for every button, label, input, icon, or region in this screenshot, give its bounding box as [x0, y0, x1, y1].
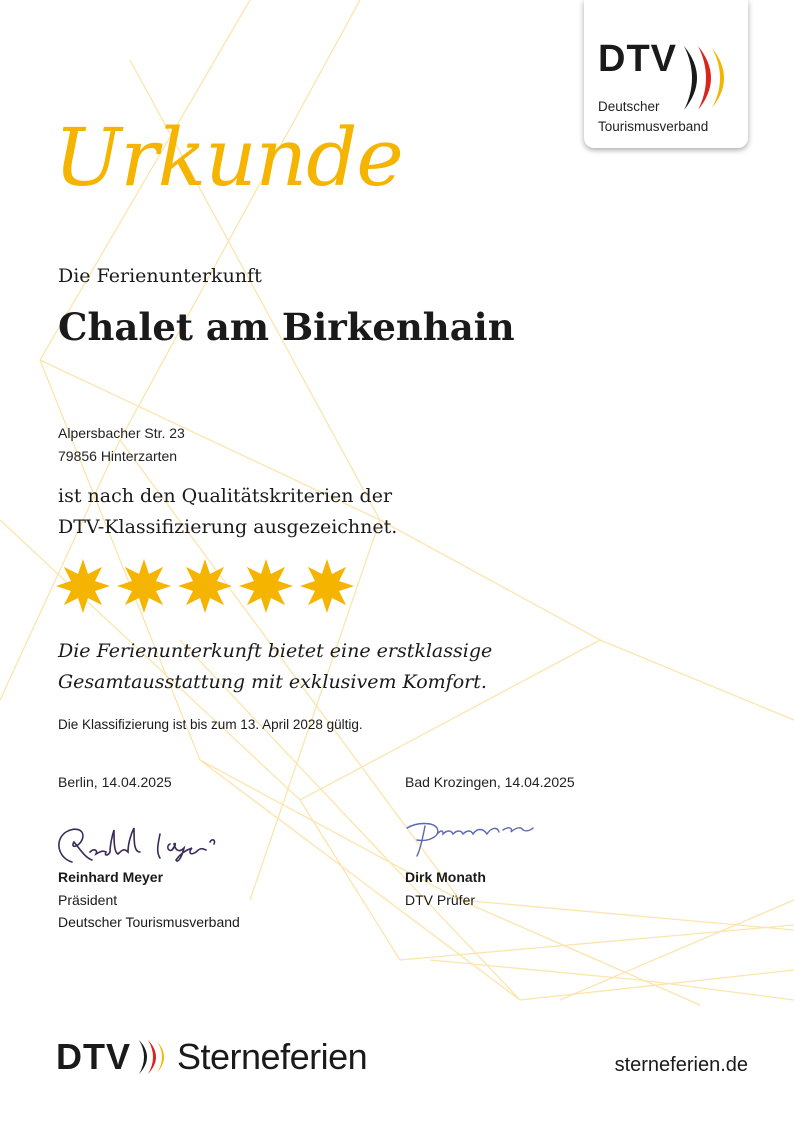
sterneferien-logo: [56, 1036, 367, 1078]
address: [58, 422, 185, 467]
place-date: Bad Krozingen, 14.04.2025: [405, 774, 575, 790]
certificate-title: Urkunde: [54, 111, 403, 204]
description-line-2: Gesamtausstattung mit exklusivem Komfort.: [58, 671, 487, 693]
star-icon: [300, 559, 354, 613]
quality-line-1: ist nach den Qualitätskriterien der: [58, 485, 393, 507]
signature-reinhard-meyer-icon: [52, 822, 222, 868]
org-line-2: Tourismusverband: [598, 119, 709, 134]
star-icon: [117, 559, 171, 613]
accommodation-label: Die Ferienunterkunft: [58, 265, 262, 287]
footer-brand-name: Sterneferien: [177, 1036, 368, 1077]
quality-line-2: DTV-Klassifizierung ausgezeichnet.: [58, 516, 398, 538]
dtv-logo-text: DTV: [598, 38, 677, 80]
signer-2: [405, 866, 486, 911]
rating-description: [58, 636, 492, 698]
star-icon: [56, 559, 110, 613]
signer-role: DTV Prüfer: [405, 891, 476, 908]
dtv-org-name: [598, 97, 708, 137]
signer-org: Deutscher Tourismusverband: [58, 914, 240, 930]
star-icon: [239, 559, 293, 613]
validity-note: Die Klassifizierung ist bis zum 13. April 2028 gültig.: [58, 717, 363, 732]
signer-name: Reinhard Meyer: [58, 869, 164, 885]
address-city: 79856 Hinterzarten: [58, 447, 178, 464]
signer-1: [58, 866, 240, 934]
signature-dirk-monath-icon: [403, 818, 537, 860]
signer-role: Präsident: [58, 891, 118, 908]
star-rating: [56, 559, 354, 613]
signer-name: Dirk Monath: [405, 869, 486, 885]
website-url[interactable]: sterneferien.de: [614, 1054, 748, 1076]
dtv-chevron-icon: [137, 1038, 171, 1076]
place-date: Berlin, 14.04.2025: [58, 774, 172, 790]
dtv-logo-card: [584, 0, 748, 148]
org-line-1: Deutscher: [598, 99, 660, 114]
footer-dtv-text: DTV: [56, 1036, 131, 1077]
quality-statement: [58, 481, 397, 543]
address-street: Alpersbacher Str. 23: [58, 425, 185, 441]
star-icon: [178, 559, 232, 613]
description-line-1: Die Ferienunterkunft bietet eine erstklassige: [58, 640, 493, 662]
accommodation-name: Chalet am Birkenhain: [58, 305, 515, 349]
